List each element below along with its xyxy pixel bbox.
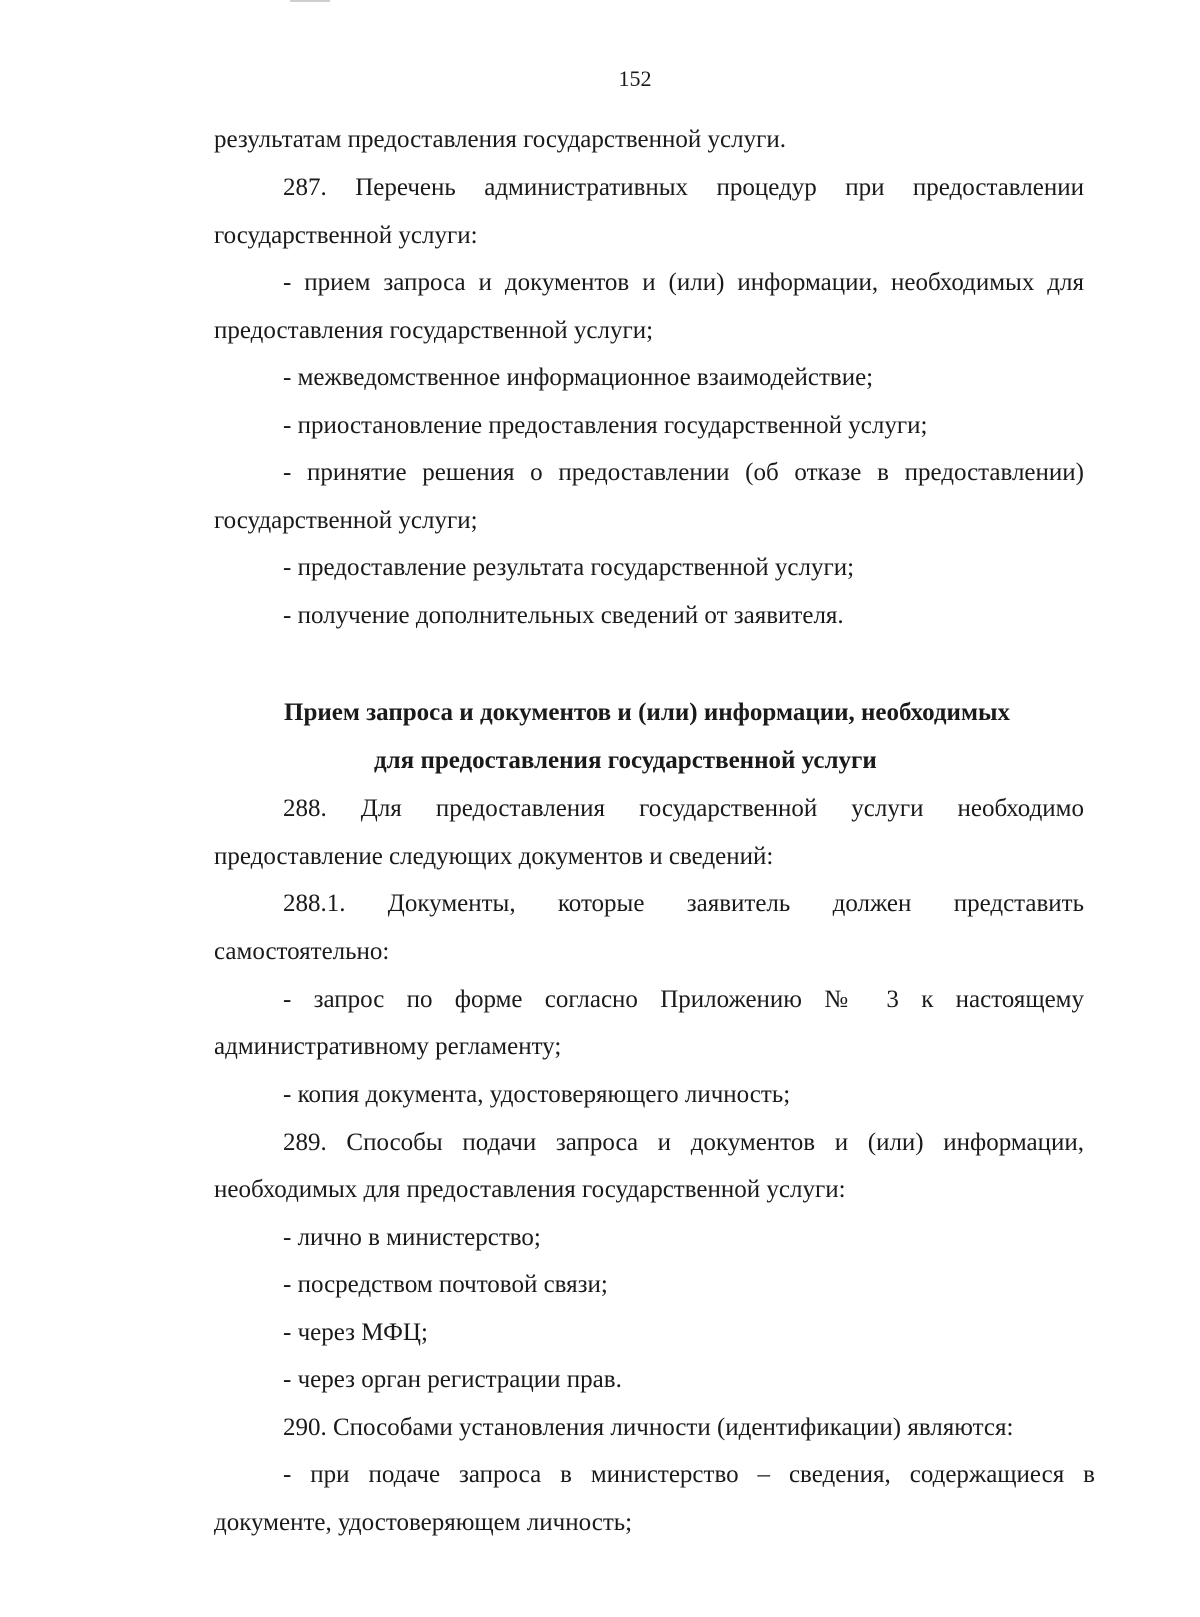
text-line: - межведомственное информационное взаимодействие; <box>283 364 874 391</box>
page-number: 152 <box>618 66 652 91</box>
text-line: - через МФЦ; <box>283 1319 428 1346</box>
text-line: 288. Для предоставления государственной услуги необходимо <box>283 795 1084 822</box>
text-line: - прием запроса и документов и (или) информации, необходимых для <box>283 269 1084 296</box>
text-line: - получение дополнительных сведений от заявителя. <box>283 602 844 629</box>
text-line: - копия документа, удостоверяющего личность; <box>283 1081 791 1108</box>
text-line: - принятие решения о предоставлении (об отказе в предоставлении) <box>283 459 1084 486</box>
text-line: государственной услуги; <box>214 507 478 534</box>
text-line: предоставления государственной услуги; <box>214 317 654 344</box>
text-line: - приостановление предоставления государственной услуги; <box>283 412 928 439</box>
text-line: 290. Способами установления личности (идентификации) являются: <box>283 1414 1014 1441</box>
text-line: - предоставление результата государственной услуги; <box>283 554 855 581</box>
text-line: необходимых для предоставления государственной услуги: <box>214 1176 846 1203</box>
text-line: 287. Перечень административных процедур при предоставлении <box>283 174 1084 201</box>
text-line: предоставление следующих документов и сведений: <box>214 843 774 870</box>
text-line: самостоятельно: <box>214 938 390 965</box>
text-line: - посредством почтовой связи; <box>283 1271 608 1298</box>
text-line: государственной услуги: <box>214 222 478 249</box>
scan-artifact <box>290 0 330 2</box>
text-line: - лично в министерство; <box>283 1224 541 1251</box>
text-line: 288.1. Документы, которые заявитель должен представить <box>283 890 1084 917</box>
text-line: документе, удостоверяющем личность; <box>214 1509 633 1536</box>
text-line: результатам предоставления государственной услуги. <box>214 126 786 153</box>
text-line: 289. Способы подачи запроса и документов и (или) информации, <box>283 1129 1084 1156</box>
text-line: административному регламенту; <box>214 1033 562 1060</box>
section-heading-line: Прием запроса и документов и (или) информации, необходимых <box>284 699 1011 726</box>
text-line: - через орган регистрации прав. <box>283 1366 622 1393</box>
text-line: - при подаче запроса в министерство – сведения, содержащиеся в <box>283 1461 1095 1488</box>
section-heading-line: для предоставления государственной услуги <box>374 747 877 774</box>
text-line: - запрос по форме согласно Приложению № 3 к настоящему <box>283 986 1084 1013</box>
